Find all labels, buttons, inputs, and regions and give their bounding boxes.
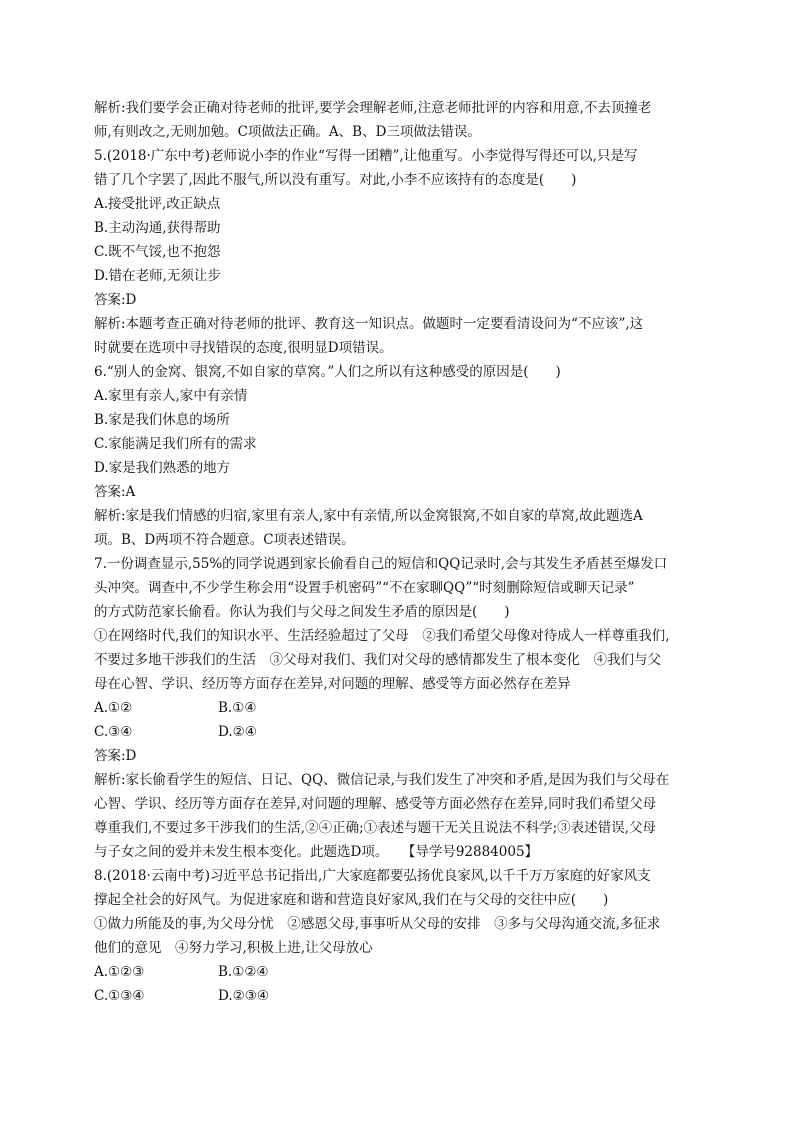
q8-options-row-2 xyxy=(94,984,706,1008)
q6-option-a: A.家里有亲人,家中有亲情 xyxy=(94,388,248,404)
q5-option-a: A.接受批评,改正缺点 xyxy=(94,196,221,212)
text-line: 尊重我们,不要过多干涉我们的生活,②④正确;①表述与题干无关且说法不科学;③表述错误,父母 xyxy=(94,820,656,836)
text-line: 8.(2018·云南中考)习近平总书记指出,广大家庭都要弘扬优良家风,以千千万万家庭的好家风支 xyxy=(94,868,651,884)
document-page xyxy=(94,96,706,1008)
q6-option-d: D.家是我们熟悉的地方 xyxy=(94,460,231,476)
text-line: 头冲突。调查中,不少学生称会用“设置手机密码”“不在家聊QQ”“时刻删除短信或聊天记录” xyxy=(94,580,635,596)
text-line: 错了几个字罢了,因此不服气,所以没有重写。对此,小李不应该持有的态度是( ) xyxy=(94,172,577,188)
q5-option-b: B.主动沟通,获得帮助 xyxy=(94,220,221,236)
text-line: 母在心智、学识、经历等方面存在差异,对问题的理解、感受等方面必然存在差异 xyxy=(94,676,571,692)
text-line: 时就要在选项中寻找错误的态度,很明显D项错误。 xyxy=(94,340,393,356)
q5-explanation xyxy=(94,312,706,360)
text-line: 7.一份调查显示,55%的同学说遇到家长偷看自己的短信和QQ记录时,会与其发生矛盾甚至爆发口 xyxy=(94,556,668,572)
q5-option-d: D.错在老师,无须让步 xyxy=(94,268,221,284)
text-line: ①做力所能及的事,为父母分忧 ②感恩父母,事事听从父母的安排 ③多与父母沟通交流,多征求 xyxy=(94,916,661,932)
text-line: 解析:家长偷看学生的短信、日记、QQ、微信记录,与我们发生了冲突和矛盾,是因为我们与父母在 xyxy=(94,772,670,788)
question-8-stem xyxy=(94,864,706,960)
text-line: 解析:我们要学会正确对待老师的批评,要学会理解老师,注意老师批评的内容和用意,不去顶撞老 xyxy=(94,100,652,116)
text-line: 解析:本题考查正确对待老师的批评、教育这一知识点。做题时一定要看清设问为“不应该”,这 xyxy=(94,316,644,332)
text-line: 心智、学识、经历等方面存在差异,对问题的理解、感受等方面必然存在差异,同时我们希望父母 xyxy=(94,796,657,812)
q6-answer: 答案:A xyxy=(94,484,136,500)
q8-option-d: D.②③④ xyxy=(218,988,269,1004)
q6-option-c: C.家能满足我们所有的需求 xyxy=(94,436,257,452)
q7-options-row-2 xyxy=(94,720,706,744)
question-5-stem xyxy=(94,144,706,192)
text-line: 解析:家是我们情感的归宿,家里有亲人,家中有亲情,所以金窝银窝,不如自家的草窝,故此题选A xyxy=(94,508,643,524)
text-line: 与子女之间的爱并未发生根本变化。此题选D项。 【导学号92884005】 xyxy=(94,844,539,860)
text-line: 撑起全社会的好风气。为促进家庭和谐和营造良好家风,我们在与父母的交往中应( ) xyxy=(94,892,609,908)
q8-option-b: B.①②④ xyxy=(218,964,269,980)
text-line: 他们的意见 ④努力学习,积极上进,让父母放心 xyxy=(94,940,373,956)
text-line: 不要过多地干涉我们的生活 ③父母对我们、我们对父母的感情都发生了根本变化 ④我们与父 xyxy=(94,652,661,668)
q5-option-c: C.既不气馁,也不抱怨 xyxy=(94,244,221,260)
text-line: 5.(2018·广东中考)老师说小李的作业“写得一团糟”,让他重写。小李觉得写得还可以,只是写 xyxy=(94,148,638,164)
q6-option-b: B.家是我们休息的场所 xyxy=(94,412,230,428)
q7-option-c: C.③④ xyxy=(94,724,133,740)
q8-option-a: A.①②③ xyxy=(94,964,145,980)
question-7-stem xyxy=(94,552,706,696)
q7-options-row-1 xyxy=(94,696,706,720)
q6-explanation xyxy=(94,504,706,552)
q7-option-d: D.②④ xyxy=(218,724,257,740)
q4-explanation xyxy=(94,96,706,144)
text-line: 的方式防范家长偷看。你认为我们与父母之间发生矛盾的原因是( ) xyxy=(94,604,510,620)
text-line: 师,有则改之,无则加勉。C项做法正确。A、B、D三项做法错误。 xyxy=(94,124,481,140)
q5-answer: 答案:D xyxy=(94,292,137,308)
question-6-stem xyxy=(94,360,706,384)
text-line: ①在网络时代,我们的知识水平、生活经验超过了父母 ②我们希望父母像对待成人一样尊重我们, xyxy=(94,628,670,644)
q8-options-row-1 xyxy=(94,960,706,984)
text-line: 6.“别人的金窝、银窝,不如自家的草窝。”人们之所以有这种感受的原因是( ) xyxy=(94,364,561,380)
q8-option-c: C.①③④ xyxy=(94,988,145,1004)
text-line: 项。B、D两项不符合题意。C项表述错误。 xyxy=(94,532,355,548)
q7-option-b: B.①④ xyxy=(218,700,257,716)
q7-option-a: A.①② xyxy=(94,700,133,716)
q7-answer: 答案:D xyxy=(94,748,137,764)
q7-explanation xyxy=(94,768,706,864)
